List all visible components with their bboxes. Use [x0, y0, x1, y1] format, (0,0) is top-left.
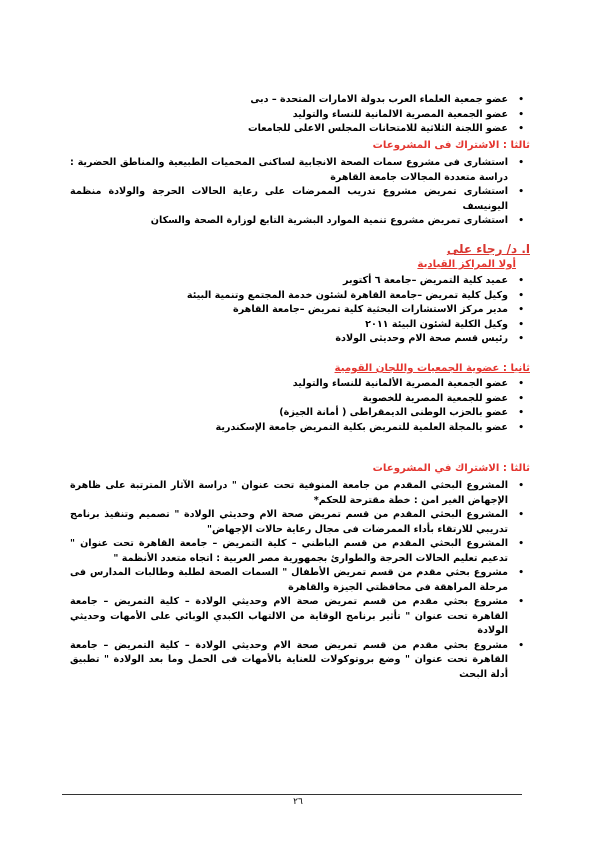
list-item: • مشروع بحثي مقدم من قسم تمريض الأطفال " السمات الصحة لطلبة وطالبات المدارس فى مرحلة المراهقة فى محافظتي الجيزة والقاهرة: [70, 567, 524, 593]
bullet-icon: •: [518, 305, 524, 315]
membership-list: [70, 377, 530, 435]
bullet-icon: •: [518, 597, 524, 607]
section-heading-projects-2: ثالثا : الاشتراك في المشروعات: [372, 463, 530, 474]
list-item: • المشروع البحثي المقدم من جامعة المنوفية تحت عنوان " دراسة الآثار المترتبة على ظاهرة الإجهاض الغير امن : خطة مقترحة للحكم*: [70, 480, 524, 506]
list-item: • عضو جمعية العلماء العرب بدولة الامارات المتحدة – دبى: [70, 93, 530, 108]
bullet-icon: •: [518, 276, 524, 286]
bullet-icon: •: [518, 187, 524, 197]
list-item: • وكيل كلية تمريض –جامعة القاهرة لشئون خدمة المجتمع وتنمية البيئة: [70, 289, 530, 304]
bullet-icon: •: [518, 319, 524, 330]
list-item: • المشروع البحثي المقدم من قسم تمريض صحة الام وحديثي الولادة " تصميم وتنفيذ برنامج تدريبي للارتقاء بأداء الممرضات فى مجال رعاية حالات الإجهاض": [70, 509, 524, 535]
leadership-list: [70, 274, 530, 347]
person-name: ا. د/ رجاء على: [446, 242, 530, 256]
list-item: • عضو للجمعية المصرية للخصوبة: [70, 392, 530, 407]
section-heading-membership: ثانيا : عضوية الجمعيات واللجان القومية: [334, 363, 530, 374]
list-item: • استشارى تمريض مشروع تنمية الموارد البشرية التابع لوزارة الصحة والسكان: [70, 214, 530, 229]
list-item: • عميد كلية التمريض –جامعة ٦ أكتوبر: [70, 274, 530, 289]
list-item: • رئيس قسم صحة الام وحديثى الولادة: [70, 332, 530, 347]
projects-list-1: [70, 156, 530, 229]
bullet-icon: •: [518, 158, 524, 168]
list-item: • عضو بالمجلة العلمية للتمريض بكلية التمريض جامعة الإسكندرية: [70, 421, 530, 436]
list-item: • استشارى فى مشروع سمات الصحة الانجابية لساكنى المحميات الطبيعية والمناطق الحضرية : دراسة متعددة المجالات جامعة القاهرة: [70, 157, 524, 183]
list-item: • مدير مركز الاستشارات البحثية كلية تمريض –جامعة القاهرة: [70, 303, 530, 318]
list-item: • استشارى تمريض مشروع تدريب الممرضات على رعاية الحالات الحرجة والولادة منظمة اليونيسف: [70, 186, 524, 212]
footer-divider: [62, 794, 522, 795]
bullet-icon: •: [518, 109, 524, 120]
bullet-icon: •: [518, 216, 524, 226]
bullet-icon: •: [518, 334, 524, 344]
list-item: • عضو بالحزب الوطنى الديمقراطى ( أمانة الجيزة): [70, 406, 530, 421]
membership-list-top: [70, 93, 530, 137]
bullet-icon: •: [518, 408, 524, 418]
bullet-icon: •: [518, 481, 524, 491]
section-heading-projects: ثالثا : الاشتراك فى المشروعات: [372, 140, 530, 151]
bullet-icon: •: [518, 510, 524, 520]
list-item: • مشروع بحثي مقدم من قسم تمريض صحة الام وحديثي الولادة – كلية التمريض – جامعة القاهرة تحت عنوان " وضع بروتوكولات للعناية بالأمهات فى الحمل وما بعد الولادة " تطبيق أدلة البحث: [70, 639, 524, 680]
list-item: • وكيل الكلية لشئون البيئة ٢٠١١: [70, 318, 530, 333]
page-number: ٢٦: [293, 797, 303, 807]
bullet-icon: •: [518, 568, 524, 578]
section-heading-leadership: أولا المراكز القيادية: [417, 259, 516, 270]
bullet-icon: •: [518, 290, 524, 301]
bullet-icon: •: [518, 124, 524, 134]
bullet-icon: •: [518, 640, 524, 651]
bullet-icon: •: [518, 95, 524, 105]
projects-list-2: [70, 479, 530, 682]
list-item: • المشروع البحثي المقدم من قسم الباطني – كلية التمريض – جامعة القاهرة تحت عنوان " تدعيم تعليم الحالات الحرجة والطوارئ بجمهورية مصر العربية : اتجاه متعدد الأنظمة ": [70, 538, 524, 564]
list-item: • عضو اللجنة الثلاثية للامتحانات المجلس الاعلى للجامعات: [70, 122, 530, 137]
list-item: • عضو الجمعية المصرية الألمانية للنساء والتوليد: [70, 377, 530, 392]
bullet-icon: •: [518, 422, 524, 433]
bullet-icon: •: [518, 539, 524, 549]
list-item: • عضو الجمعية المصرية الالمانية للنساء والتوليد: [70, 108, 530, 123]
bullet-icon: •: [518, 379, 524, 389]
bullet-icon: •: [518, 393, 524, 404]
list-item: • مشروع بحثي مقدم من قسم تمريض صحة الام وحديثي الولادة – كلية التمريض – جامعة القاهرة تحت عنوان " تأثير برنامج الوقاية من الالتهاب الكبدي الوبائي على الأمهات وحديثي الولادة: [70, 596, 524, 636]
